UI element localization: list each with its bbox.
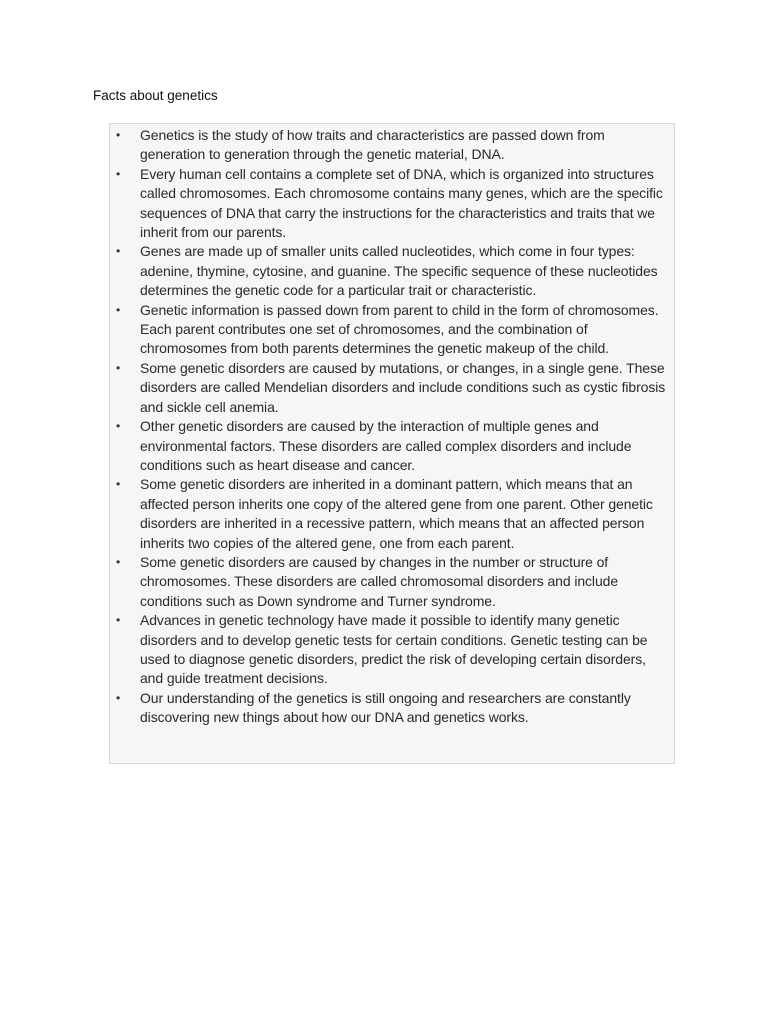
bullet-icon: • (116, 166, 121, 181)
fact-text: Some genetic disorders are caused by changes in the number or structure of chromosomes. These disorders are called chromosomal disorders and include conditions such as Down syndrome and Turner syndrome. (140, 553, 619, 609)
bullet-icon: • (116, 302, 121, 317)
fact-text: Our understanding of the genetics is still ongoing and researchers are constantly discovering new things about how our DNA and genetics works. (140, 689, 631, 726)
list-item (110, 165, 674, 243)
list-item (110, 301, 674, 359)
bullet-icon: • (116, 419, 121, 434)
list-item (110, 553, 674, 611)
fact-text: Genetic information is passed down from parent to child in the form of chromosomes. Each parent contributes one set of chromosomes, and the combination of chromosomes from both parents determines the genetic makeup of the child. (140, 301, 659, 357)
fact-text: Other genetic disorders are caused by the interaction of multiple genes and environmental factors. These disorders are called complex disorders and include conditions such as heart disease and cancer. (140, 418, 632, 473)
facts-list (110, 124, 674, 728)
list-item (110, 417, 674, 475)
fact-text: Advances in genetic technology have made it possible to identify many genetic disorders and to develop genetic tests for certain conditions. Genetic testing can be used to diagnose genetic disorders, predict the risk of developing certain disorders, and guide treatment decisions. (140, 612, 648, 687)
list-item (110, 475, 674, 553)
list-item (110, 242, 674, 300)
bullet-icon: • (116, 554, 121, 569)
bullet-icon: • (116, 690, 121, 705)
facts-box (109, 123, 675, 764)
bullet-icon: • (116, 613, 121, 628)
list-item (110, 689, 674, 728)
fact-text: Genes are made up of smaller units called nucleotides, which come in four types: adenine, thymine, cytosine, and guanine. The specific sequence of these nucleotides determines the genetic code for a particular trait or characteristic. (140, 243, 658, 299)
bullet-icon: • (116, 360, 121, 375)
fact-text: Some genetic disorders are inherited in a dominant pattern, which means that an affected person inherits one copy of the altered gene from one parent. Other genetic disorders are inherited in a recessive pattern, which means that an affected person inherits two copies of the altered gene, one from each parent. (140, 476, 653, 551)
bullet-icon: • (116, 244, 121, 259)
page-title: Facts about genetics (93, 88, 218, 103)
list-item (110, 359, 674, 417)
list-item (110, 126, 674, 165)
bullet-icon: • (116, 128, 121, 142)
bullet-icon: • (116, 477, 121, 492)
fact-text: Some genetic disorders are caused by mutations, or changes, in a single gene. These disorders are called Mendelian disorders and include conditions such as cystic fibrosis and sickle cell anemia. (140, 359, 666, 415)
fact-text: Genetics is the study of how traits and characteristics are passed down from generation to generation through the genetic material, DNA. (140, 127, 605, 163)
fact-text: Every human cell contains a complete set of DNA, which is organized into structures called chromosomes. Each chromosome contains many genes, which are the specific sequences of DNA that carry the instructions for the characteristics and traits that we inherit from our parents. (140, 165, 663, 241)
list-item (110, 611, 674, 689)
